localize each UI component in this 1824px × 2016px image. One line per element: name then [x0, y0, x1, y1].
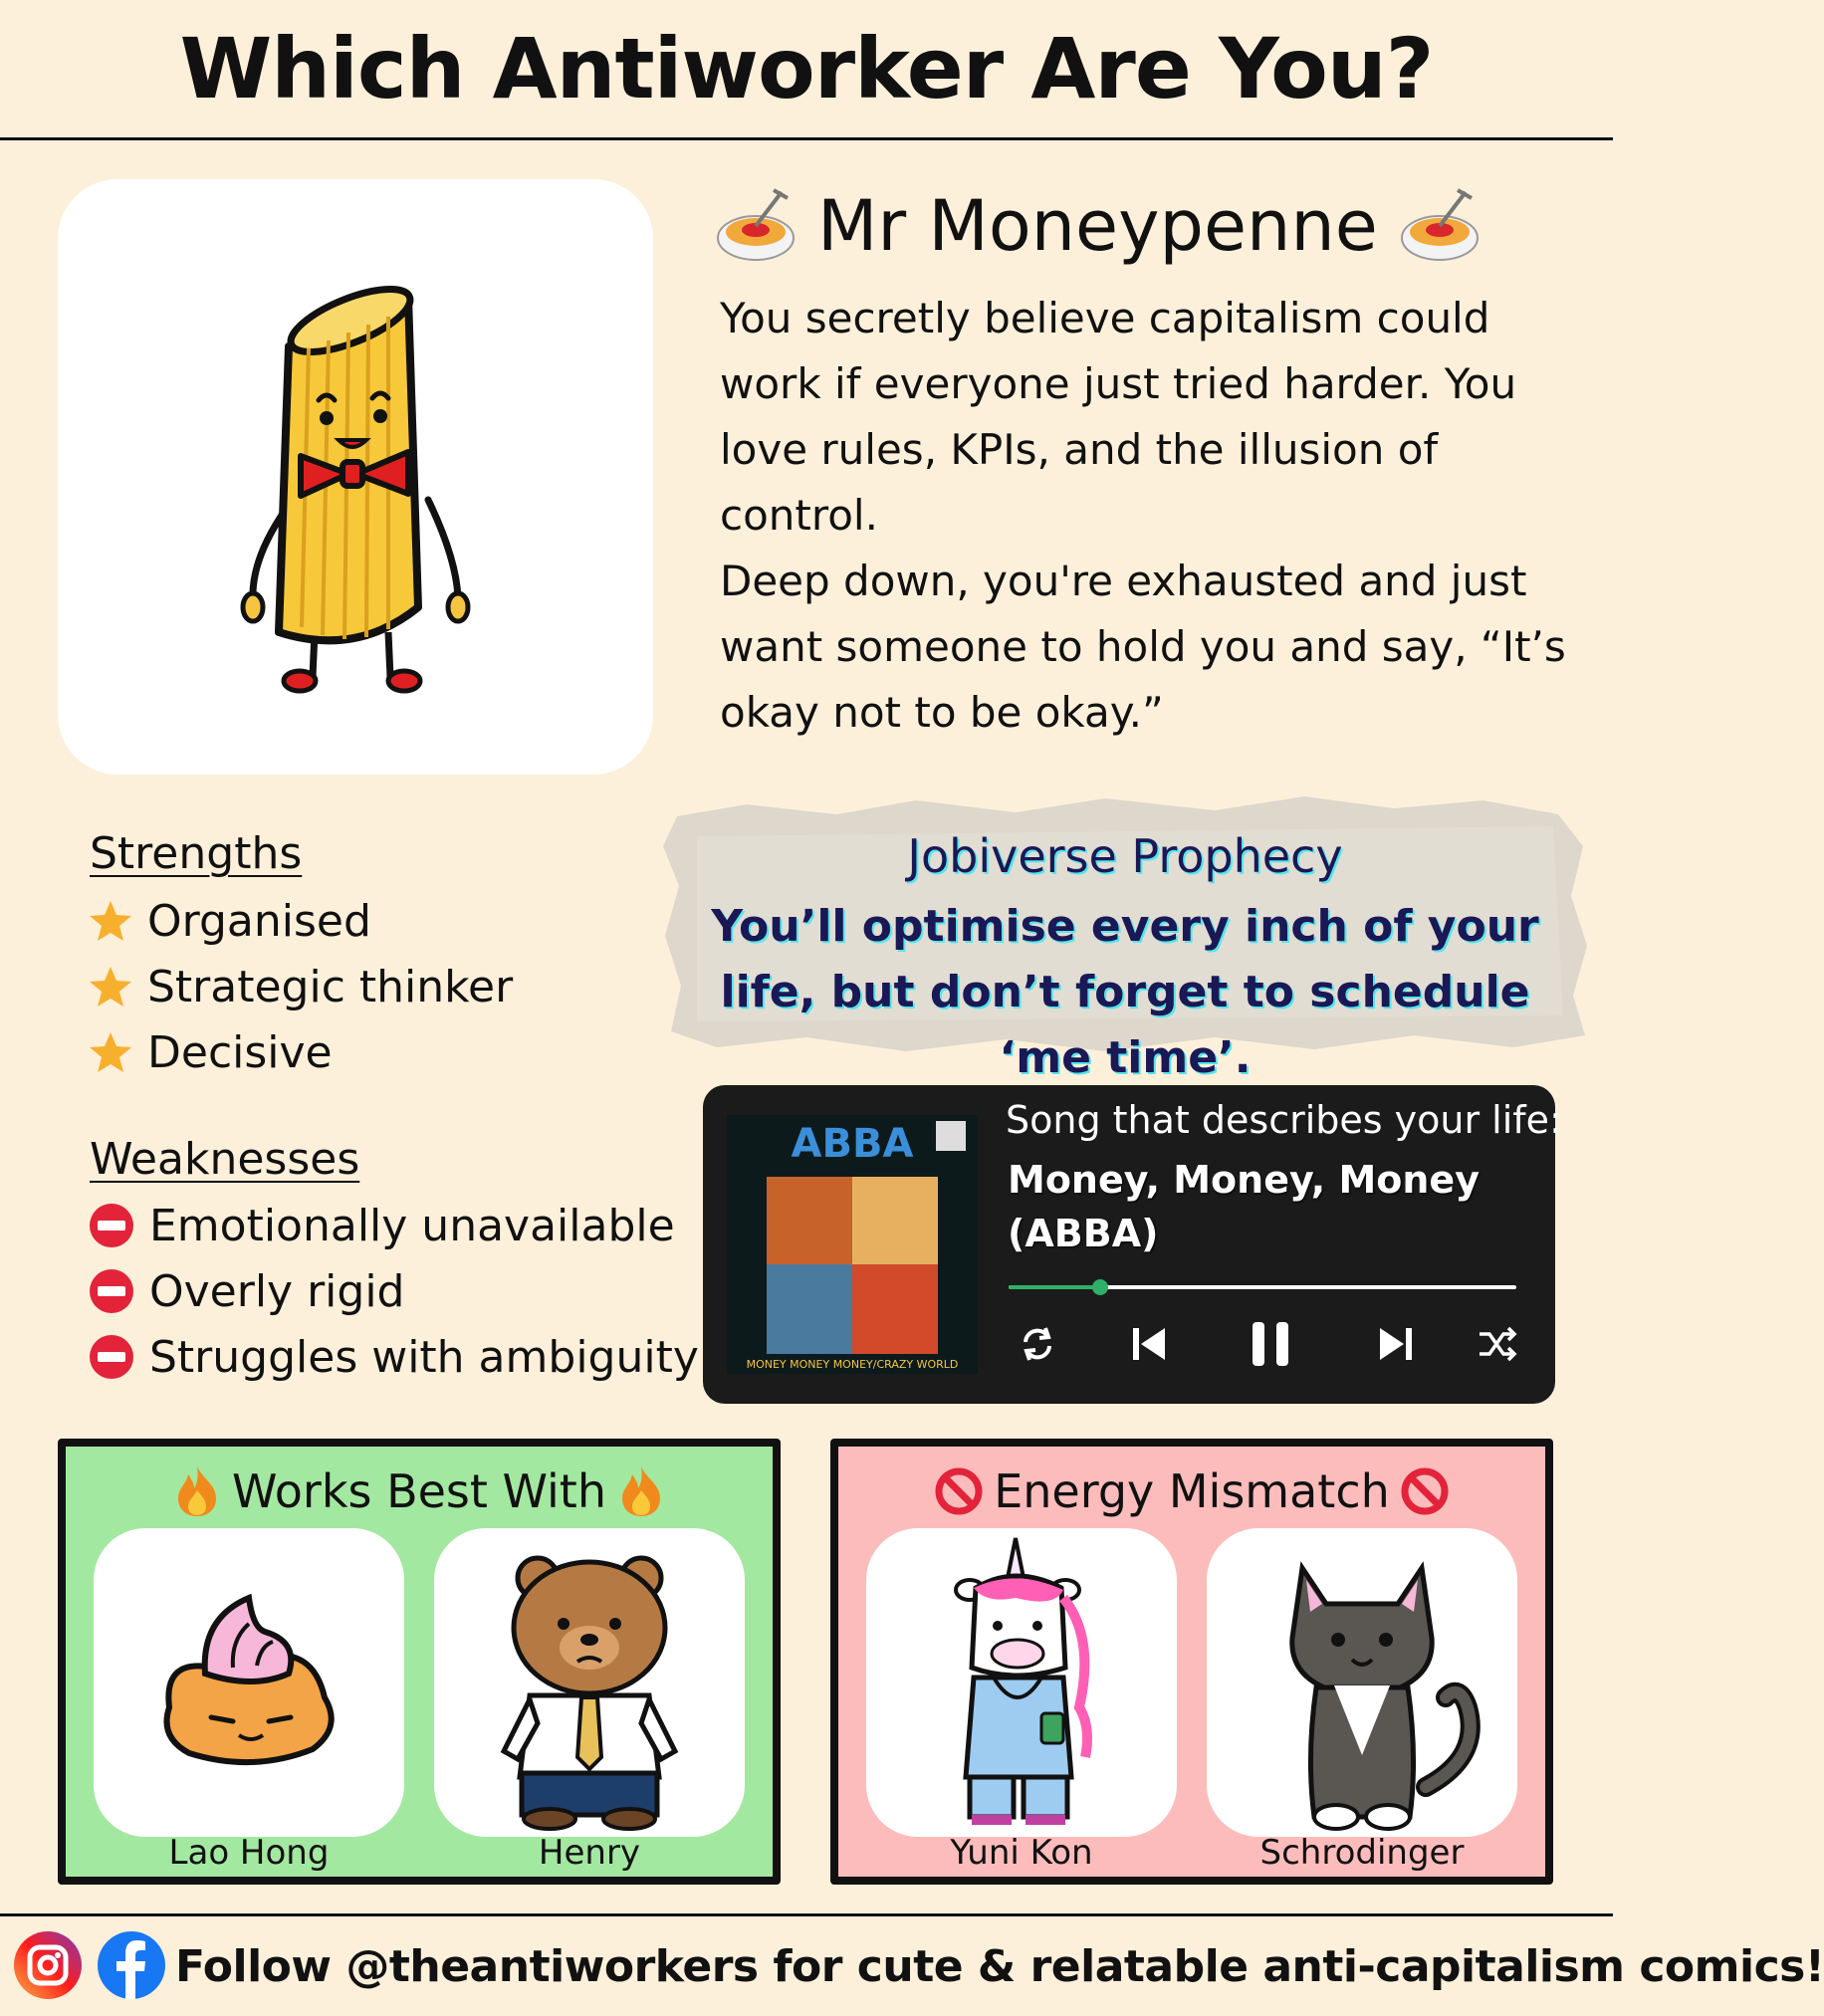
weakness-item	[88, 1195, 675, 1256]
character-name-henry: Henry	[538, 1833, 641, 1873]
pasta-bowl-icon	[712, 182, 799, 270]
instagram-icon[interactable]	[12, 1929, 84, 2001]
strength-label: Strategic thinker	[147, 961, 514, 1012]
weaknesses-heading: Weaknesses	[90, 1134, 360, 1185]
shuffle-button[interactable]	[1470, 1316, 1525, 1372]
prohibited-icon	[934, 1466, 984, 1516]
unicorn-nurse-icon	[866, 1528, 1177, 1837]
strength-label: Organised	[147, 895, 371, 947]
previous-icon	[1127, 1322, 1171, 1366]
no-entry-icon	[88, 1267, 135, 1315]
character-card-schrodinger[interactable]	[1207, 1528, 1517, 1837]
pause-button[interactable]	[1243, 1316, 1298, 1372]
strength-item	[88, 890, 371, 952]
bear-in-shirt-and-tie-icon	[434, 1528, 745, 1837]
strength-item	[88, 956, 513, 1017]
strength-label: Decisive	[147, 1026, 333, 1078]
works-best-with-panel	[58, 1439, 781, 1885]
fire-icon	[172, 1464, 222, 1518]
character-card-henry[interactable]	[434, 1528, 745, 1837]
album-band-name: ABBA	[791, 1121, 914, 1167]
repeat-button[interactable]	[1010, 1316, 1065, 1372]
pasta-bowl-icon	[1396, 182, 1483, 270]
character-name-schrodinger: Schrodinger	[1259, 1833, 1465, 1873]
pink-swirl-bun-icon	[94, 1528, 404, 1837]
character-name-row	[712, 181, 1508, 271]
weakness-item	[88, 1326, 699, 1388]
next-icon	[1374, 1322, 1418, 1366]
strength-item	[88, 1021, 333, 1083]
previous-button[interactable]	[1121, 1316, 1177, 1372]
character-name: Mr Moneypenne	[817, 185, 1378, 267]
tuxedo-cat-icon	[1207, 1528, 1517, 1837]
footer-divider	[0, 1913, 1613, 1916]
facebook-icon[interactable]	[96, 1929, 167, 2001]
pause-icon	[1245, 1318, 1296, 1370]
works-best-with-title-row	[66, 1458, 773, 1524]
repeat-icon	[1016, 1322, 1059, 1366]
character-description-1: You secretly believe capitalism could work if everyone just tried harder. You love rules, KPIs, and the illusion of control.	[720, 294, 1517, 540]
character-portrait-card	[58, 179, 653, 775]
shuffle-icon	[1476, 1322, 1519, 1366]
character-name-yuni-kon: Yuni Kon	[950, 1833, 1093, 1873]
penne-pasta-character-icon	[58, 179, 653, 775]
song-caption: Song that describes your life:	[1006, 1098, 1562, 1142]
energy-mismatch-panel	[830, 1439, 1553, 1885]
character-card-lao-hong[interactable]	[94, 1528, 404, 1837]
next-button[interactable]	[1368, 1316, 1424, 1372]
prophecy-title: Jobiverse Prophecy	[907, 829, 1343, 883]
prophecy-text: You’ll optimise every inch of your life, but don’t forget to schedule ‘me time’.	[711, 901, 1539, 1083]
progress-knob[interactable]	[1092, 1279, 1108, 1295]
progress-fill	[1009, 1285, 1100, 1289]
energy-mismatch-title-row	[838, 1458, 1545, 1524]
star-icon	[88, 964, 133, 1009]
album-caption: MONEY MONEY MONEY/CRAZY WORLD	[746, 1358, 959, 1371]
fire-icon	[616, 1464, 666, 1518]
star-icon	[88, 1029, 133, 1075]
footer-follow-text: Follow @theantiworkers for cute & relatable anti-capitalism comics!	[175, 1941, 1824, 1992]
album-cover	[727, 1115, 978, 1374]
strengths-heading: Strengths	[90, 828, 303, 879]
weakness-label: Struggles with ambiguity	[149, 1331, 699, 1383]
weakness-item	[88, 1260, 404, 1322]
character-name-lao-hong: Lao Hong	[168, 1833, 330, 1873]
page-title: Which Antiworker Are You?	[179, 20, 1434, 117]
character-description-2: Deep down, you're exhausted and just want someone to hold you and say, “It’s okay not to be okay.”	[720, 557, 1566, 737]
prohibited-icon	[1400, 1466, 1450, 1516]
character-card-yuni-kon[interactable]	[866, 1528, 1177, 1837]
song-title: Money, Money, Money (ABBA)	[1008, 1158, 1480, 1255]
weakness-label: Emotionally unavailable	[149, 1200, 675, 1251]
no-entry-icon	[88, 1333, 135, 1381]
social-icons	[12, 1929, 167, 2001]
weakness-label: Overly rigid	[149, 1265, 405, 1317]
energy-mismatch-title: Energy Mismatch	[994, 1464, 1390, 1518]
star-icon	[88, 898, 133, 944]
works-best-with-title: Works Best With	[232, 1464, 606, 1518]
header-divider	[0, 137, 1613, 140]
no-entry-icon	[88, 1202, 135, 1249]
